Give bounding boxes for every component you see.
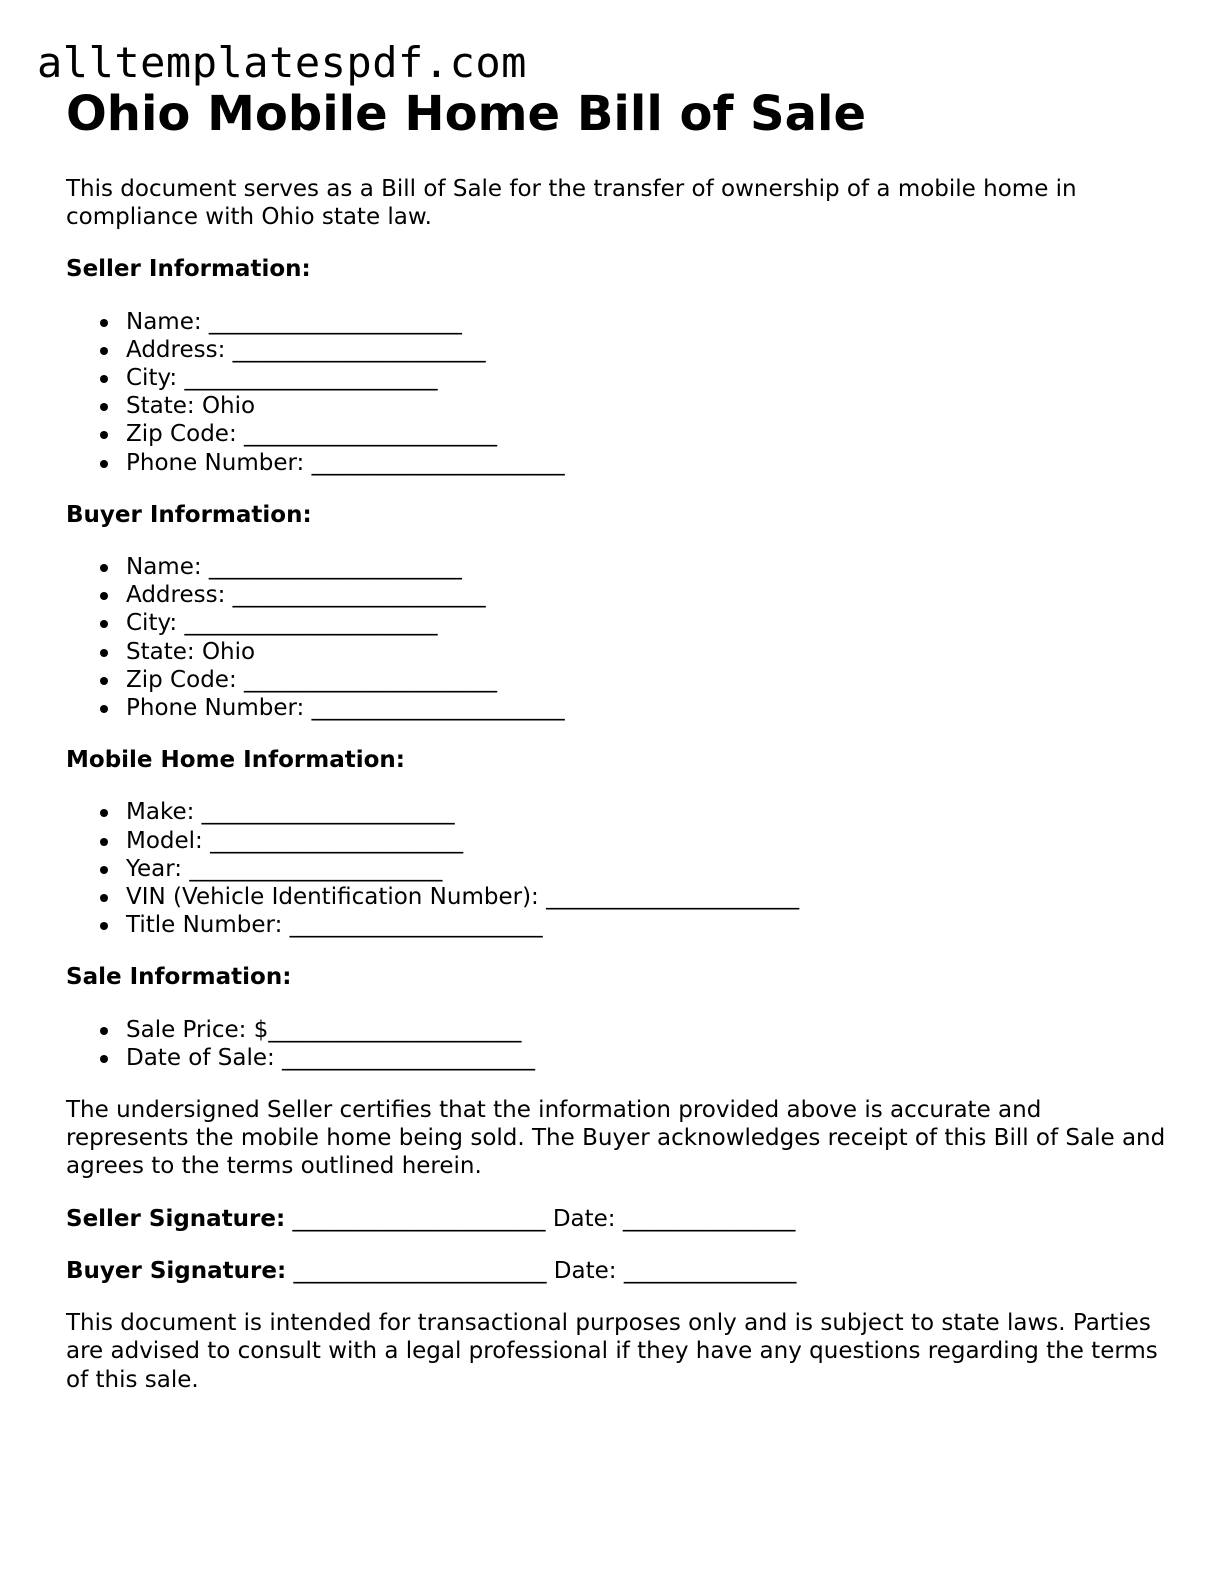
seller-fields — [66, 308, 1166, 477]
seller-address-field: Address: ______________________ — [66, 336, 1166, 364]
make-field: Make: ______________________ — [66, 798, 1166, 826]
buyer-address-field: Address: ______________________ — [66, 581, 1166, 609]
buyer-name-field: Name: ______________________ — [66, 553, 1166, 581]
bullet-icon — [100, 620, 108, 628]
site-watermark: alltemplatespdf.com — [37, 38, 527, 87]
bullet-icon — [100, 1055, 108, 1063]
sale-price-field: Sale Price: $______________________ — [66, 1016, 1166, 1044]
bullet-icon — [100, 319, 108, 327]
seller-state-field: State: Ohio — [66, 392, 1166, 420]
seller-signature-line — [66, 1205, 1166, 1233]
disclaimer-paragraph: This document is intended for transactional purposes only and is subject to state laws. Parties are advised to consult with a legal professional if they have any questions regarding the terms of this sale. — [66, 1310, 1158, 1393]
buyer-heading: Buyer Information: — [66, 501, 312, 528]
sale-fields — [66, 1016, 1166, 1072]
bullet-icon — [100, 922, 108, 930]
bullet-icon — [100, 677, 108, 685]
bullet-icon — [100, 838, 108, 846]
bullet-icon — [100, 431, 108, 439]
certification-paragraph: The undersigned Seller certifies that the information provided above is accurate and represents the mobile home being sold. The Buyer acknowledges receipt of this Bill of Sale and agrees to the terms outlined herein. — [66, 1097, 1166, 1180]
buyer-phone-field: Phone Number: ______________________ — [66, 694, 1166, 722]
buyer-signature-label: Buyer Signature: — [66, 1257, 287, 1284]
bullet-icon — [100, 1027, 108, 1035]
document-title: Ohio Mobile Home Bill of Sale — [66, 86, 867, 142]
date-of-sale-field: Date of Sale: ______________________ — [66, 1044, 1166, 1072]
mobile-home-heading: Mobile Home Information: — [66, 747, 405, 774]
seller-zip-field: Zip Code: ______________________ — [66, 420, 1166, 448]
bullet-icon — [100, 809, 108, 817]
mobile-home-fields — [66, 798, 1166, 939]
seller-city-field: City: ______________________ — [66, 364, 1166, 392]
bullet-icon — [100, 460, 108, 468]
seller-signature-label: Seller Signature: — [66, 1205, 286, 1232]
year-field: Year: ______________________ — [66, 855, 1166, 883]
bullet-icon — [100, 403, 108, 411]
bullet-icon — [100, 564, 108, 572]
seller-name-field: Name: ______________________ — [66, 308, 1166, 336]
model-field: Model: ______________________ — [66, 827, 1166, 855]
seller-signature-blanks: ______________________ Date: _______________ — [285, 1205, 796, 1232]
document-body — [66, 175, 1166, 1394]
buyer-signature-line — [66, 1257, 1166, 1285]
seller-phone-field: Phone Number: ______________________ — [66, 449, 1166, 477]
sale-heading: Sale Information: — [66, 964, 292, 991]
bullet-icon — [100, 894, 108, 902]
bullet-icon — [100, 705, 108, 713]
intro-paragraph: This document serves as a Bill of Sale for the transfer of ownership of a mobile home in compliance with Ohio state law. — [66, 176, 1077, 231]
buyer-city-field: City: ______________________ — [66, 609, 1166, 637]
buyer-fields — [66, 553, 1166, 722]
bullet-icon — [100, 649, 108, 657]
buyer-state-field: State: Ohio — [66, 638, 1166, 666]
buyer-zip-field: Zip Code: ______________________ — [66, 666, 1166, 694]
vin-field: VIN (Vehicle Identification Number): ______________________ — [66, 883, 1166, 911]
seller-heading: Seller Information: — [66, 256, 311, 283]
bullet-icon — [100, 375, 108, 383]
bullet-icon — [100, 592, 108, 600]
title-number-field: Title Number: ______________________ — [66, 911, 1166, 939]
bullet-icon — [100, 866, 108, 874]
buyer-signature-blanks: ______________________ Date: _______________ — [286, 1257, 797, 1284]
bullet-icon — [100, 347, 108, 355]
